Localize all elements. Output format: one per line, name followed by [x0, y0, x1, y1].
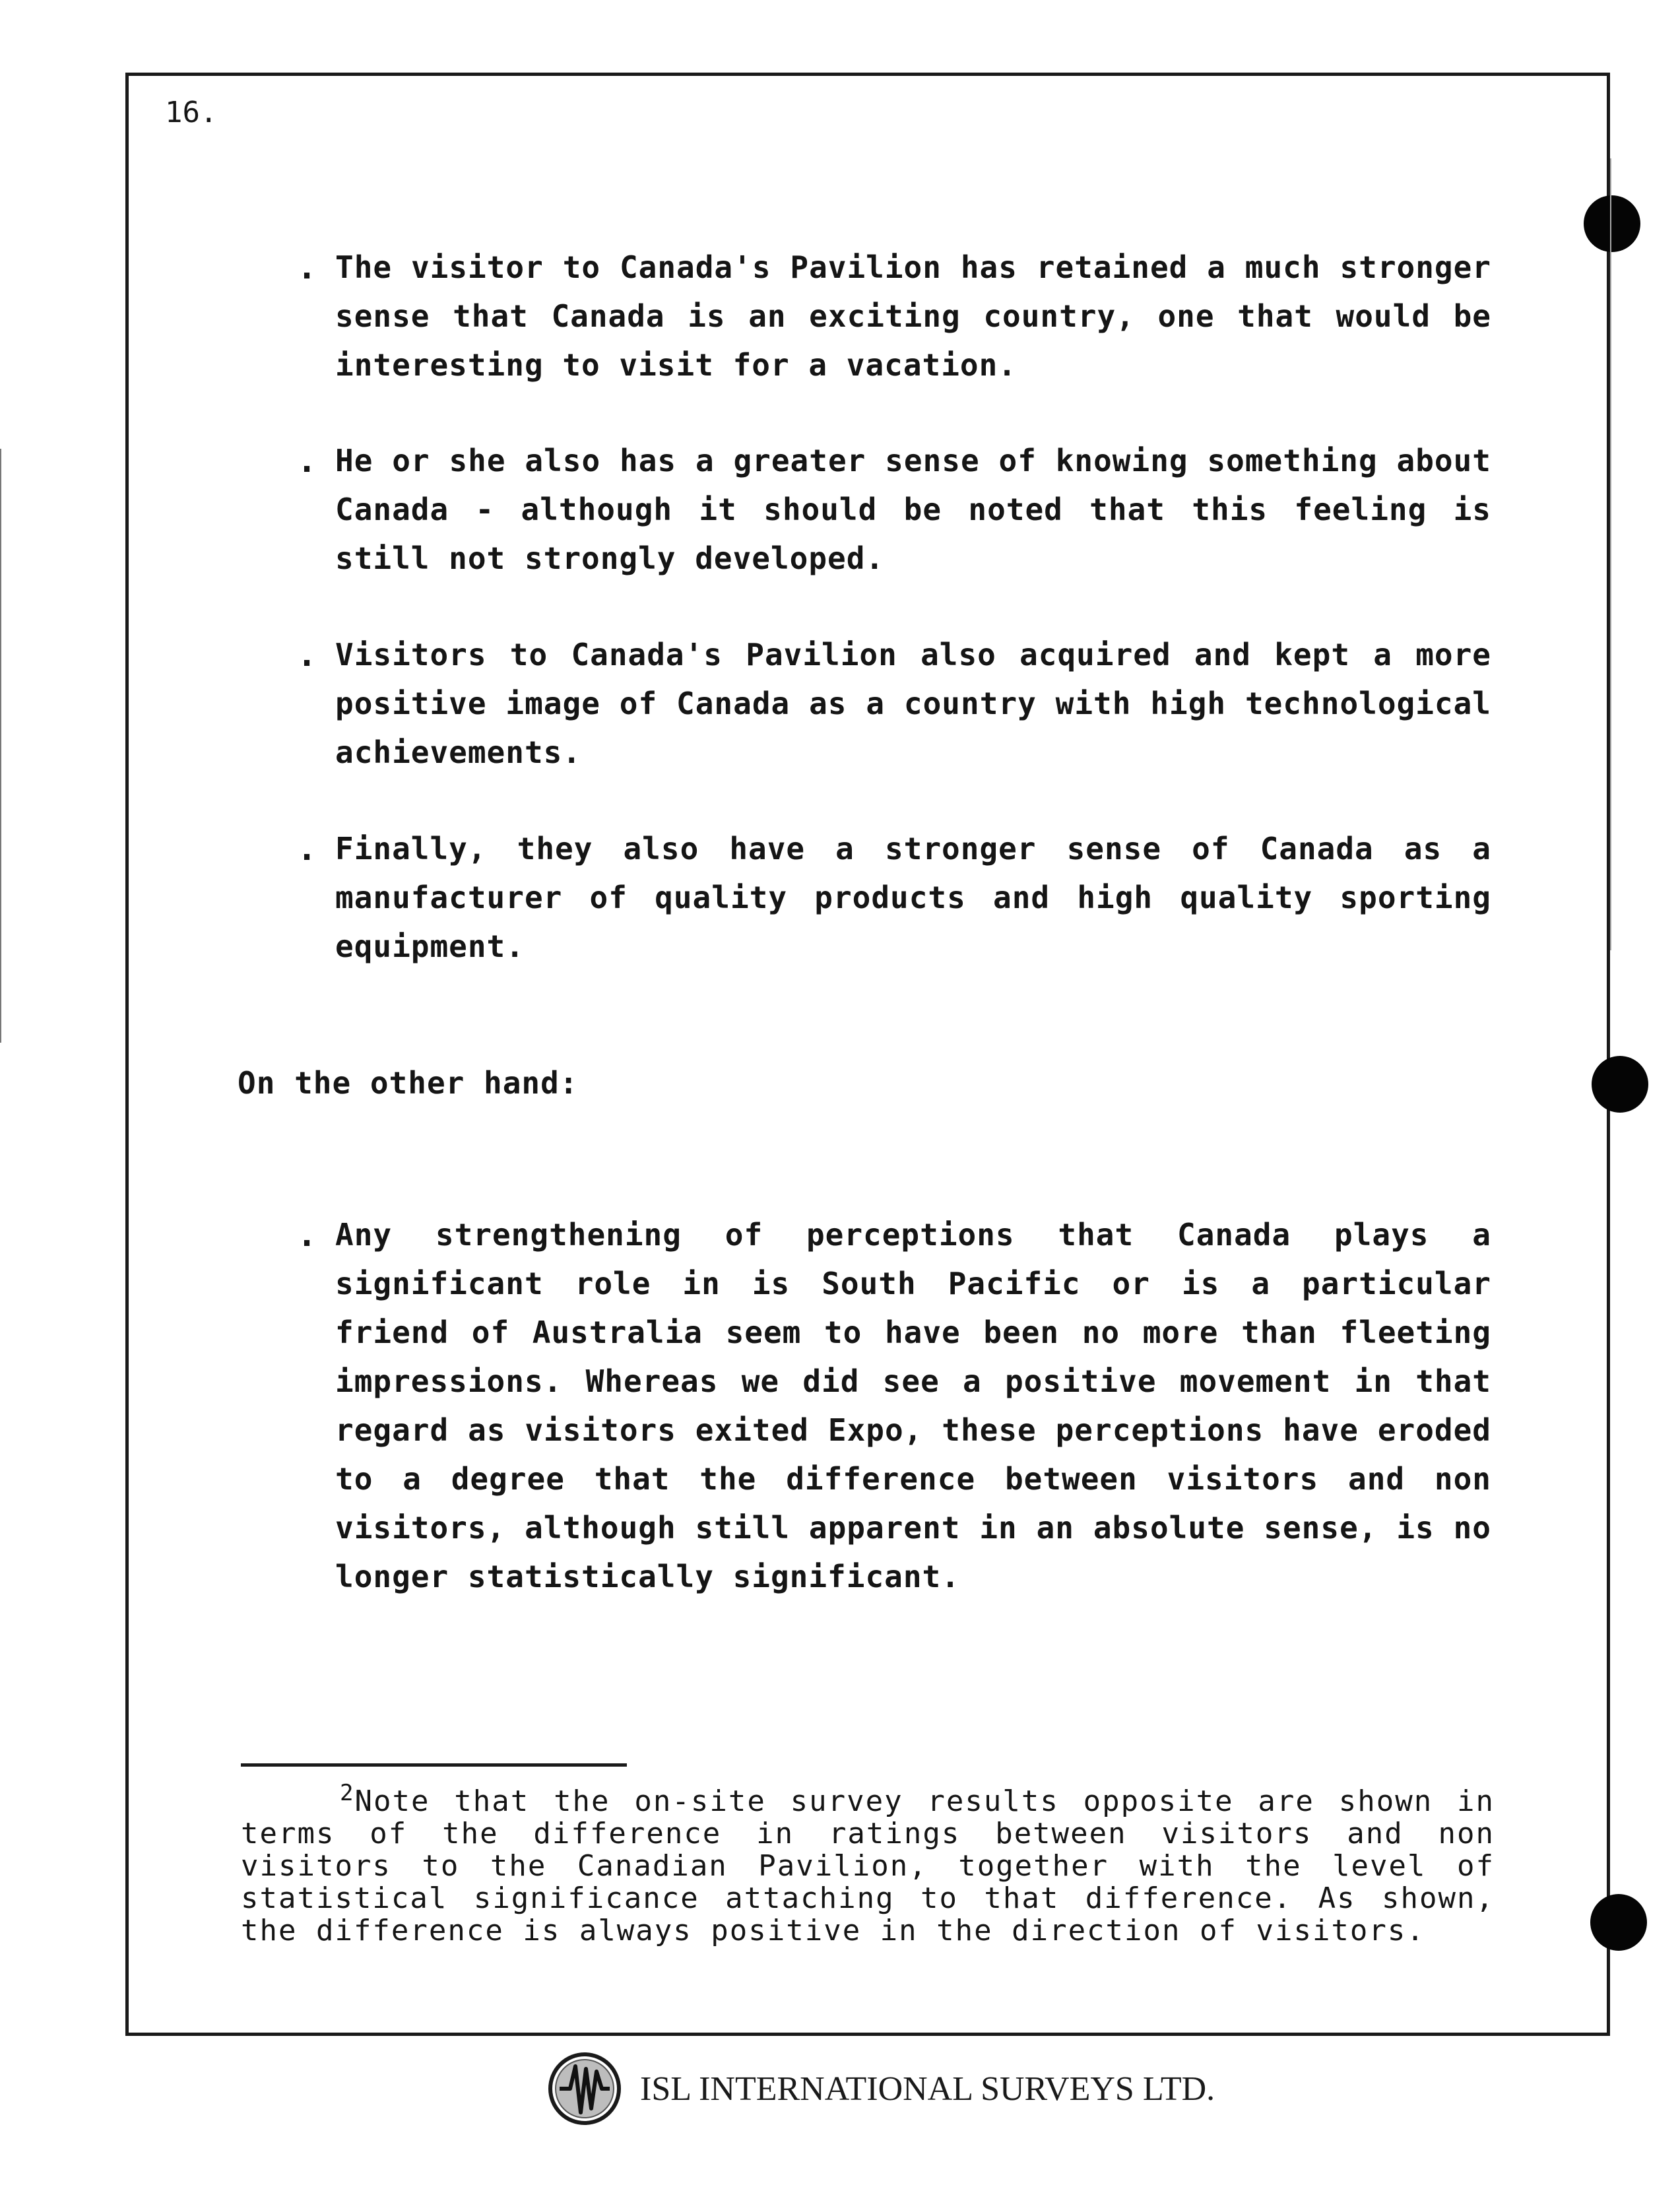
bullet-text: The visitor to Canada's Pavilion has retained a much stronger sense that Canada is an exciting country, one that would be interesting to visit for a vacation. [335, 249, 1491, 383]
footnote-text: Note that the on-site survey results opposite are shown in terms of the difference in ratings between visitors and non visitors to the Canadian Pavilion, together with the level of statistical significance attaching to that difference. As shown, the difference is always positive in the direction of visitors. [241, 1784, 1495, 1947]
footnote-marker: 2 [340, 1780, 355, 1807]
bullet-marker: . [297, 441, 317, 480]
bullet-marker: . [297, 636, 317, 674]
bullet-item [297, 243, 1491, 389]
bullet-text: Visitors to Canada's Pavilion also acquired and kept a more positive image of Canada as a country with high technological achievements. [335, 637, 1491, 770]
bullet-marker: . [297, 248, 317, 286]
bullet-text: Finally, they also have a stronger sense of Canada as a manufacturer of quality products and high quality sporting equipment. [335, 831, 1491, 964]
footnote-divider [241, 1763, 627, 1767]
footer [548, 2049, 1215, 2128]
scan-edge-mark [1610, 158, 1611, 950]
punch-hole [1592, 1056, 1648, 1113]
bullet-item [297, 824, 1491, 971]
company-name: ISL INTERNATIONAL SURVEYS LTD. [640, 2070, 1215, 2108]
bullet-marker: . [297, 830, 317, 868]
bullet-item [297, 1210, 1491, 1601]
page-number: 16. [165, 96, 218, 129]
bullet-marker: . [297, 1216, 317, 1254]
bullet-item [297, 630, 1491, 777]
bullet-item [297, 436, 1491, 583]
section-lead-in: On the other hand: [238, 1065, 579, 1101]
footnote [241, 1780, 1495, 1947]
punch-hole [1590, 1894, 1647, 1951]
punch-hole [1584, 195, 1640, 252]
bullet-text: Any strengthening of perceptions that Canada plays a significant role in is South Pacific or is a particular friend of Australia seem to have been no more than fleeting impressions. Whereas we did see a positive movement in that regard as visitors exited Expo, these perceptions have eroded to a degree that the difference between visitors and non visitors, although still apparent in an absolute sense, is no longer statistically significant. [335, 1217, 1491, 1594]
scan-edge-mark [0, 449, 1, 1043]
bullet-text: He or she also has a greater sense of knowing something about Canada - although it should be noted that this feeling is still not strongly developed. [335, 443, 1491, 576]
isl-globe-logo-icon [548, 2052, 622, 2126]
